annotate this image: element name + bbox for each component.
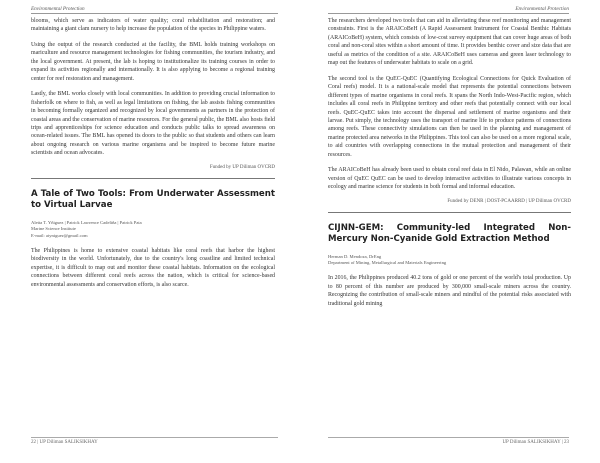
page-footer: UP Diliman SALIKSIKHAY | 23 (502, 440, 569, 445)
article-title: CIJNN-GEM: Community-led Integrated Non-Mercury Non-Cyanide Gold Extraction Method (328, 222, 571, 244)
left-column (31, 17, 275, 296)
section-divider (328, 212, 571, 213)
paragraph: In 2016, the Philippines produced 40.2 tons of gold or one percent of the world's total production. Up to 80 percent of this number are produced by 300,000 small-scale miners across the country. Recognizing the contribution of small-scale miners and mindful of the potential risks associated with traditional gold mining (328, 275, 571, 307)
author-email[interactable]: E-mail: atyniguez@gmail.com (31, 232, 88, 238)
right-column (328, 17, 571, 315)
funding-credit: Funded by DENR | DOST-PCAARRD | UP Diliman OVCRD (447, 198, 571, 204)
running-head: Environmental Protection (515, 6, 569, 12)
author-block (328, 254, 571, 267)
paragraph: The second tool is the QuEC-QuEC (Quantifying Ecological Connections for Quick Evaluation of Coral reefs) model. It is a national-scale model that represents the potential connections between different types of marine organisms in coral reefs. It spans the North Indo-West-Pacific region, which includes all coral reefs in Philippine territory and other reefs that potentially connect with our local reefs. QuEC-QuEC takes into account the dispersal and settlement of marine organisms and their larvae. Put simply, the technology uses the transport of marine life to produce patterns of connections among reefs. These connectivity simulations can then be used in the planning and management of marine protected area networks in the Philippines. This tool can also be used on a more regional scale, to aid countries with overlapping connections in the mutual protection and management of their resources. (328, 75, 571, 158)
funding-credit: Funded by UP Diliman OVCRD (209, 164, 275, 170)
author-affiliation: Marine Science Institute (31, 226, 76, 232)
right-page (300, 0, 600, 463)
header-rule (31, 13, 278, 14)
paragraph: The Philippines is home to extensive coastal habitats like coral reefs that harbor the highest biodiversity in the world. Unfortunately, due to the country's long coastline and limited technical expertise, it is difficult to map out and monitor these coastal habitats. Information on the ecological connections between different coral reefs across the nation, which is critical for science-based environmental assessments and conservation efforts, is also scarce. (31, 248, 275, 288)
author-names: Herman D. Mendoza, DrEng (328, 253, 382, 259)
author-block (31, 220, 275, 239)
paragraph: Lastly, the BML works closely with local communities. In addition to providing crucial information to fisherfolk on where to fish, as well as legal limitations on fishing, the lab assists fishing communities in becoming formally organized and recognized by local governments as partners in the protection of coastal areas and the conservation of marine resources. For the general public, the BML also hosts field trips and apprenticeships for science education and conducts public talks to spread awareness on ocean-related issues. The BML has opened its doors to the public so that students and others can learn about ongoing research on various marine organisms and be inspired to become future marine scientists and ocean advocates. (31, 91, 275, 157)
footer-rule (328, 437, 569, 438)
paragraph: The researchers developed two tools that can aid in alleviating these reef monitoring and management constraints. First is the ARAICoBeH (A Rapid Assessment Instrument for Coastal Benthic Habitats (ARAICoBeH) system, which consists of low-cost survey equipment that can cover huge areas of both coral and non-coral sites within a short amount of time. It provides benthic cover and size data that are useful as metrics of the condition of a site. ARAICoBeH uses cameras and green laser technology to map out the features of underwater habitats to scale on a grid. (328, 18, 571, 67)
section-divider (31, 178, 275, 179)
header-rule (328, 13, 569, 14)
paragraph: blooms, which serve as indicators of water quality; coral rehabilitation and restoration; and maintaining a giant clam nursery to help increase the population of the species in Philippine waters. (31, 18, 275, 33)
paragraph: The ARAICoBeH has already been used to obtain coral reef data in El Nido, Palawan, while an online version of QuEC QuEC can be used to develop interactive activities to illustrate various concepts in ecology and marine science for students in both formal and informal education. (328, 167, 571, 191)
paragraph: Using the output of the research conducted at the facility, the BML holds training workshops on mariculture and resource management technologies for fishing communities, the tourism industry, and the local government. At present, the lab is hoping to institutionalize its training courses in order to expand its activities regionally and internationally. It is also applying to become a regional training center for reef restoration and management. (31, 41, 275, 82)
page-footer: 22 | UP Diliman SALIKSIKHAY (31, 440, 98, 445)
article-title: A Tale of Two Tools: From Underwater Assessment to Virtual Larvae (31, 188, 275, 210)
running-head: Environmental Protection (31, 6, 85, 12)
footer-rule (31, 437, 278, 438)
author-names: Aletta T. Yñiguez | Patrick Lawrence Cadeliña | Patrick Pata (31, 219, 142, 225)
author-affiliation: Department of Mining, Metallurgical and Materials Engineering (328, 260, 447, 266)
